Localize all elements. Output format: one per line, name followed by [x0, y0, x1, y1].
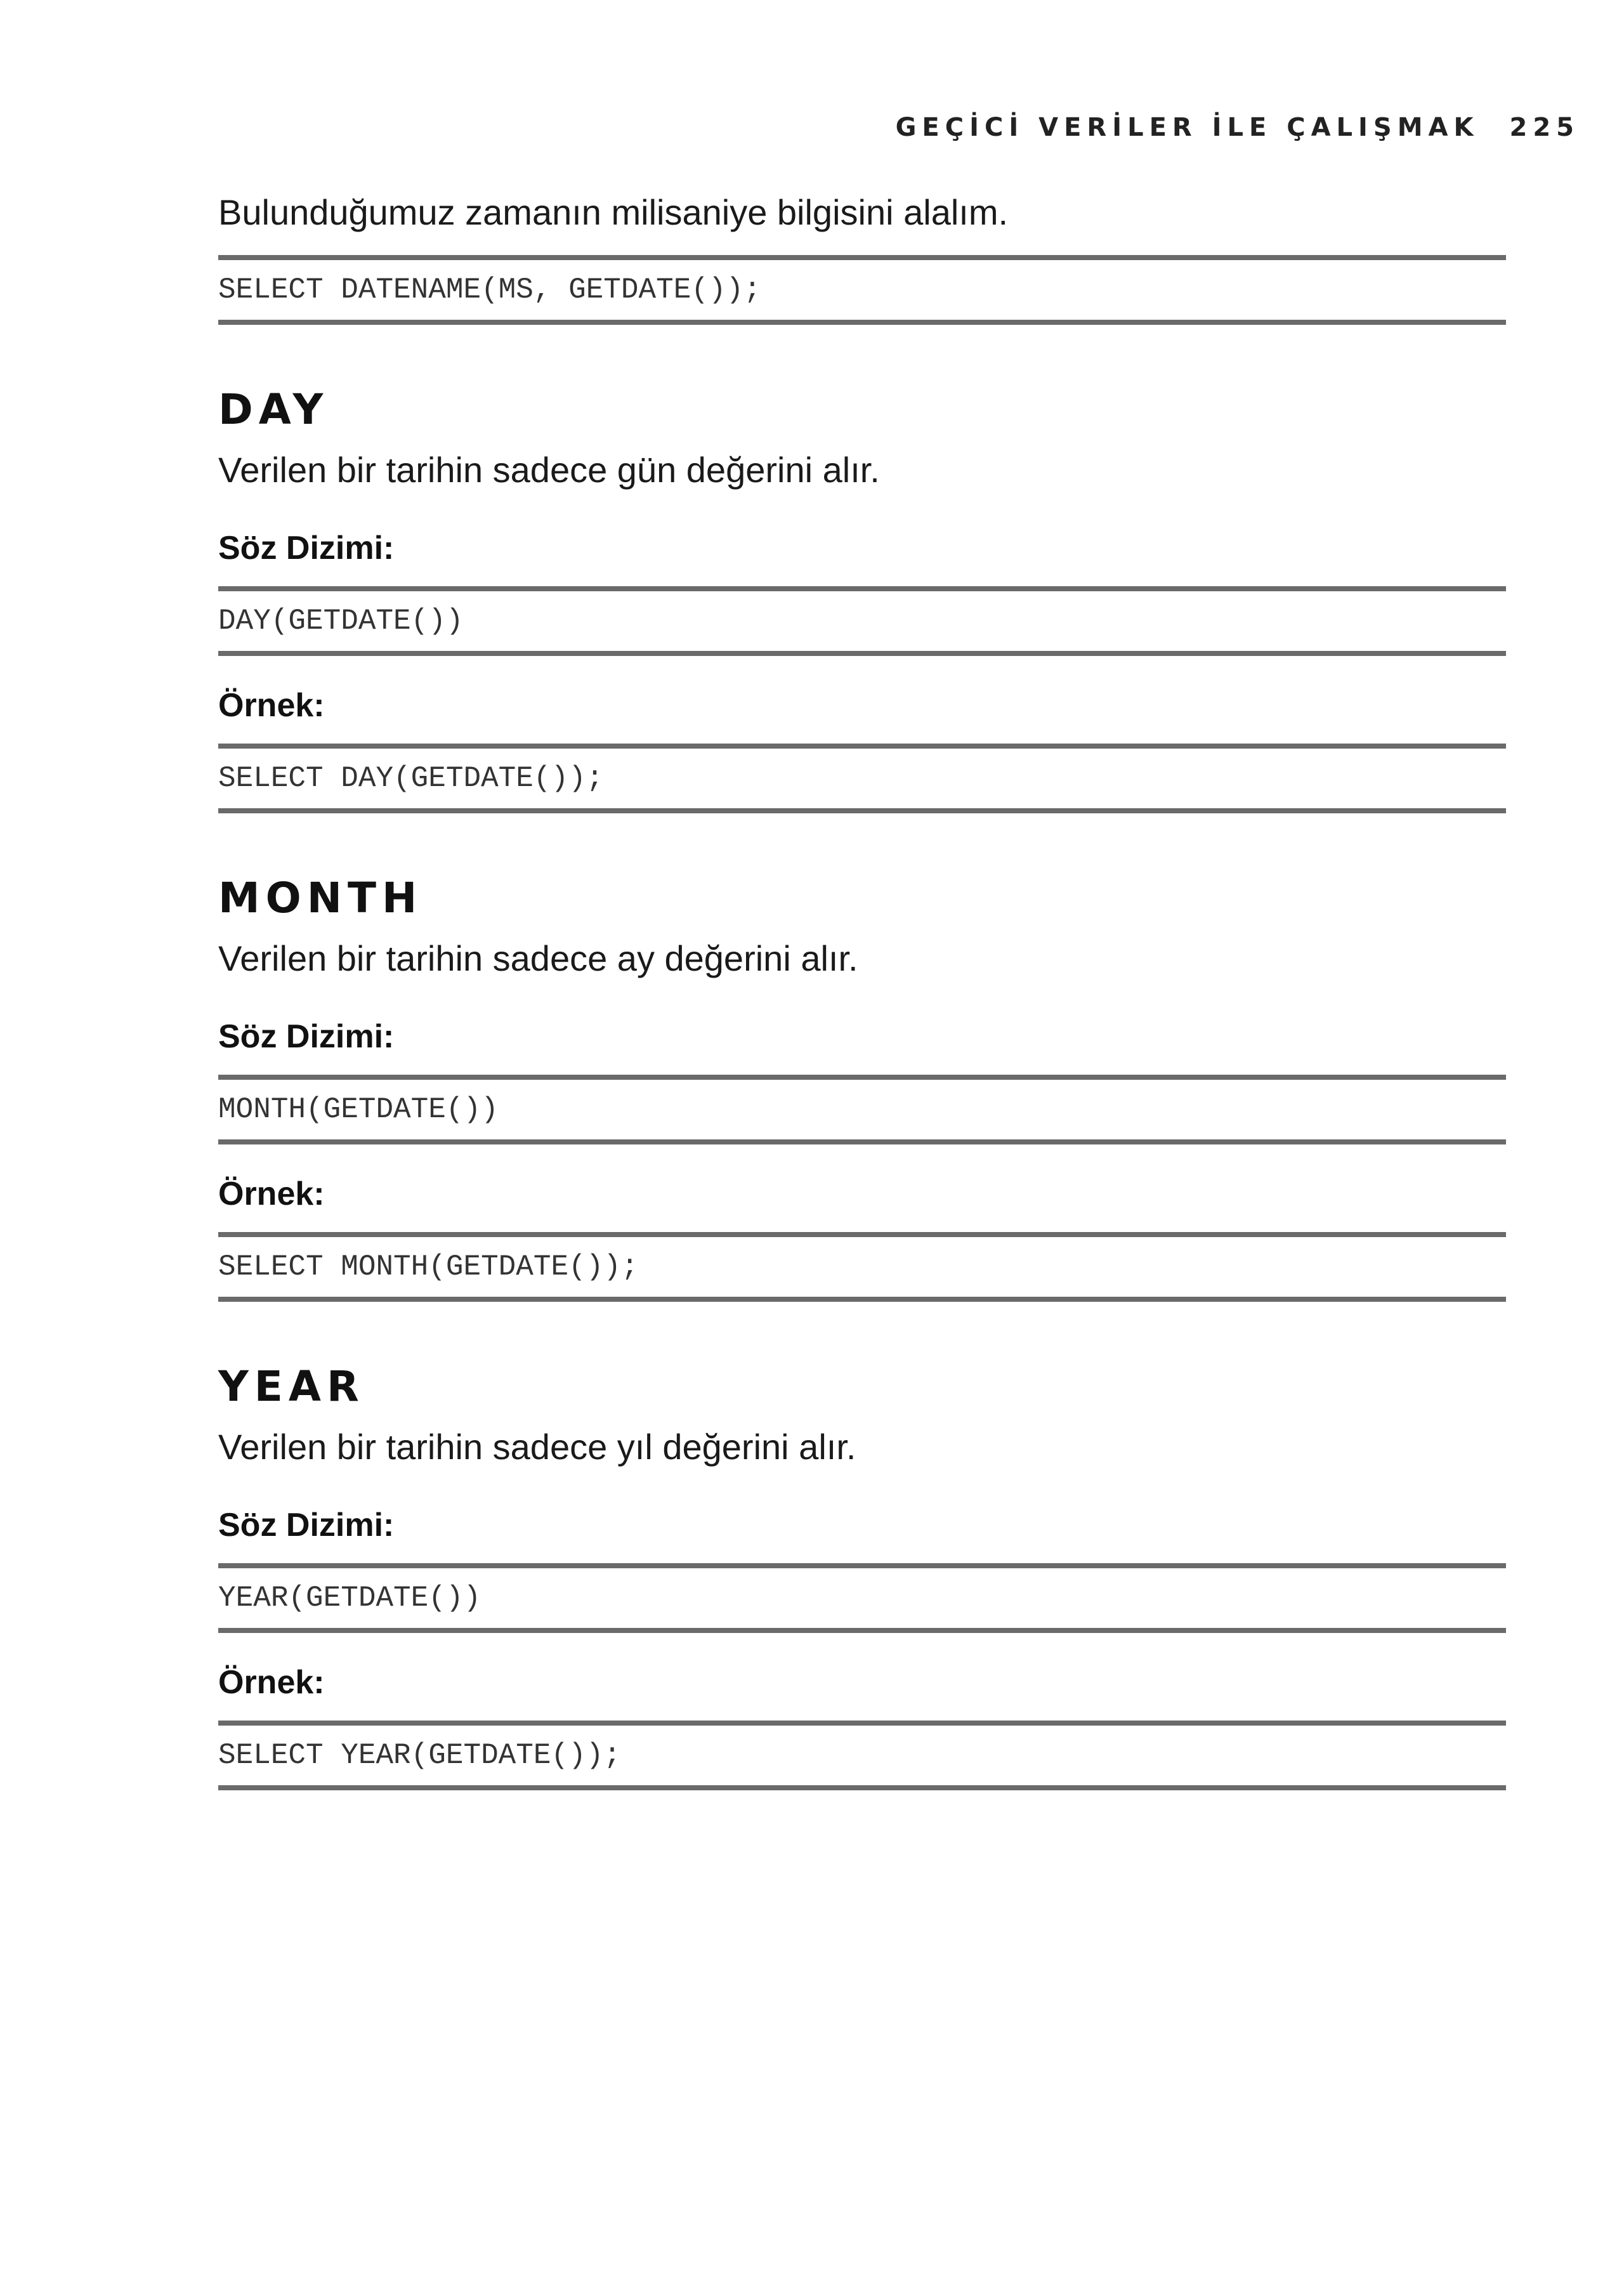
syntax-label-month: Söz Dizimi:	[218, 1018, 395, 1055]
running-title: GEÇİCİ VERİLER İLE ÇALIŞMAK	[895, 113, 1479, 142]
example-label-month: Örnek:	[218, 1176, 325, 1212]
intro-code-block: SELECT DATENAME(MS, GETDATE());	[218, 255, 1506, 325]
section-description-day: Verilen bir tarihin sadece gün değerini alır.	[218, 450, 880, 490]
example-code-day: SELECT DAY(GETDATE());	[218, 744, 1506, 813]
running-header	[896, 113, 1580, 142]
syntax-code-month: MONTH(GETDATE())	[218, 1075, 1506, 1144]
syntax-label-year: Söz Dizimi:	[218, 1507, 395, 1544]
example-label-day: Örnek:	[218, 687, 325, 724]
syntax-code-year: YEAR(GETDATE())	[218, 1563, 1506, 1633]
section-description-month: Verilen bir tarihin sadece ay değerini alır.	[218, 938, 858, 978]
page-number: 225	[1509, 113, 1580, 142]
section-title-day: DAY	[218, 385, 329, 434]
section-month	[218, 867, 1506, 1302]
example-code-year: SELECT YEAR(GETDATE());	[218, 1721, 1506, 1790]
section-title-year: YEAR	[218, 1362, 365, 1411]
page-content	[218, 184, 1506, 1790]
example-code-month: SELECT MONTH(GETDATE());	[218, 1232, 1506, 1302]
section-description-year: Verilen bir tarihin sadece yıl değerini alır.	[218, 1427, 856, 1467]
example-label-year: Örnek:	[218, 1664, 325, 1701]
section-year	[218, 1355, 1506, 1790]
syntax-code-day: DAY(GETDATE())	[218, 586, 1506, 656]
syntax-label-day: Söz Dizimi:	[218, 530, 395, 567]
section-day	[218, 378, 1506, 813]
intro-text: Bulunduğumuz zamanın milisaniye bilgisini alalım.	[218, 192, 1009, 232]
section-title-month: MONTH	[218, 874, 423, 922]
